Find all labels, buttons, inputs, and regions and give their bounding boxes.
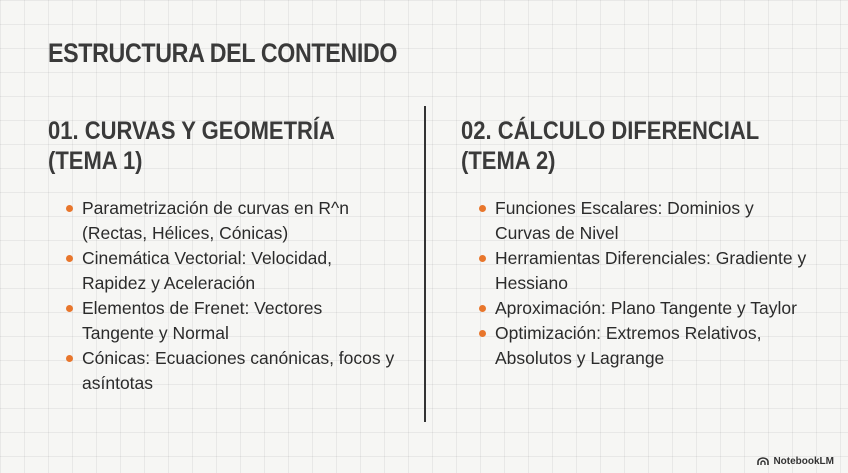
- list-item: [66, 196, 396, 246]
- list-item-text: Elementos de Frenet: Vectores Tangente y Normal: [82, 298, 323, 343]
- column-heading: [461, 116, 831, 176]
- list-item: [66, 296, 396, 346]
- column-heading-line: (TEMA 1): [48, 147, 143, 175]
- list-item: [66, 346, 396, 396]
- list-item: [479, 321, 809, 371]
- bullet-list: [479, 196, 809, 371]
- bullet-dot-icon: [479, 255, 486, 262]
- list-item: [66, 246, 396, 296]
- bullet-dot-icon: [66, 255, 73, 262]
- list-item-text: Aproximación: Plano Tangente y Taylor: [495, 298, 797, 318]
- bullet-dot-icon: [479, 205, 486, 212]
- column-heading-line: 02. CÁLCULO DIFERENCIAL: [461, 117, 760, 145]
- bullet-dot-icon: [66, 305, 73, 312]
- bullet-dot-icon: [66, 355, 73, 362]
- list-item-text: Funciones Escalares: Dominios y Curvas de Nivel: [495, 198, 754, 243]
- list-item-text: Herramientas Diferenciales: Gradiente y Hessiano: [495, 248, 807, 293]
- brand-label: NotebookLM: [773, 456, 834, 467]
- brand-watermark: [757, 456, 834, 467]
- list-item: [479, 296, 809, 321]
- column-heading-line: (TEMA 2): [461, 147, 556, 175]
- bullet-dot-icon: [479, 305, 486, 312]
- list-item-text: Cinemática Vectorial: Velocidad, Rapidez y Aceleración: [82, 248, 332, 293]
- bullet-dot-icon: [479, 330, 486, 337]
- column-tema-1: [48, 116, 408, 393]
- bullet-dot-icon: [66, 205, 73, 212]
- column-tema-2: [461, 116, 821, 368]
- list-item: [479, 196, 809, 246]
- list-item: [479, 246, 809, 296]
- list-item-text: Parametrización de curvas en R^n (Rectas, Hélices, Cónicas): [82, 198, 349, 243]
- list-item-text: Optimización: Extremos Relativos, Absolutos y Lagrange: [495, 323, 762, 368]
- notebooklm-logo-icon: [757, 457, 769, 466]
- bullet-list: [66, 196, 396, 396]
- page-title: ESTRUCTURA DEL CONTENIDO: [48, 38, 398, 68]
- column-heading: [48, 116, 418, 176]
- column-heading-line: 01. CURVAS Y GEOMETRÍA: [48, 117, 335, 145]
- list-item-text: Cónicas: Ecuaciones canónicas, focos y asíntotas: [82, 348, 395, 393]
- column-divider: [424, 106, 426, 422]
